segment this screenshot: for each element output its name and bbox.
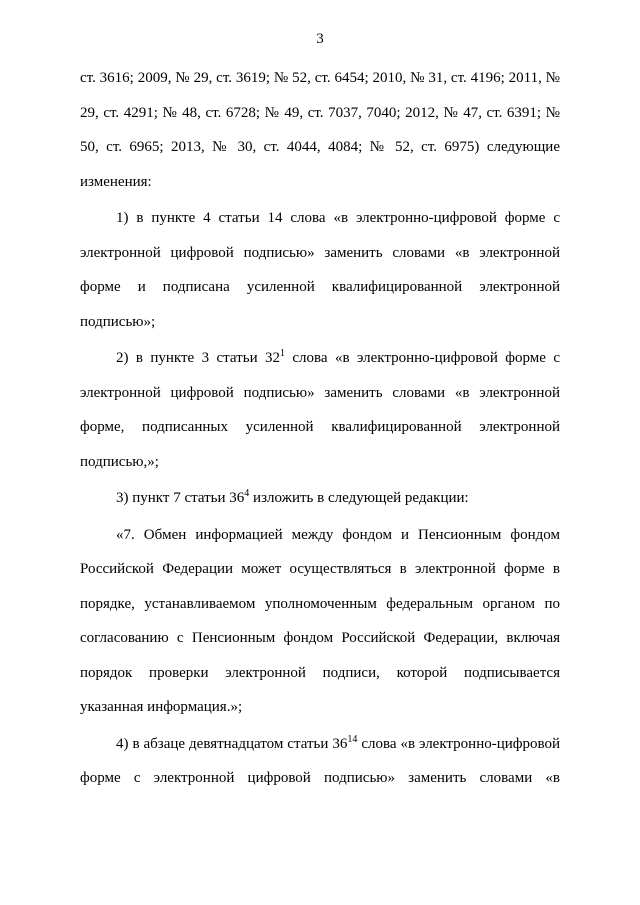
item-3-superscript: 4 xyxy=(244,488,250,499)
item-4-text-end: слова «в электронно-цифровой форме с электронной цифровой подписью» заменить словами «в xyxy=(80,735,560,786)
item-2-superscript: 1 xyxy=(280,348,285,359)
document-body xyxy=(80,61,560,796)
paragraph-item-3 xyxy=(80,481,560,516)
item-4-superscript: 14 xyxy=(347,733,358,745)
paragraph-item-1: 1) в пункте 4 статьи 14 слова «в электронно-цифровой форме с электронной цифровой подписью» заменить словами «в электронной форме и подписана усиленной квалифицированной электронной подписью»; xyxy=(80,210,560,330)
paragraph-quoted-clause-7: «7. Обмен информацией между фондом и Пенсионным фондом Российской Федерации может осуществляться в электронной форме в порядке, устанавливаемом уполномоченным федеральным органом по согласованию с Пенсионным фондом Российской Федерации, включая порядок проверки электронной подписи, которой подписывается указанная информация.»; xyxy=(80,526,560,715)
paragraph-item-2 xyxy=(80,341,560,479)
paragraph-continuation: ст. 3616; 2009, № 29, ст. 3619; № 52, ст. 6454; 2010, № 31, ст. 4196; 2011, № 29, ст. 4291; № 48, ст. 6728; № 49, ст. 7037, 7040; 2012, № 47, ст. 6391; № 50, ст. 6965; 2013, № 30, ст. 4044, 4084; № 52, ст. 6975) следующие изменения: xyxy=(80,70,560,190)
item-2-text-start: 2) в пункте 3 статьи 32 xyxy=(116,350,280,366)
item-3-text-start: 3) пункт 7 статьи 36 xyxy=(116,490,245,506)
item-4-text-start: 4) в абзаце девятнадцатом статьи 36 xyxy=(116,735,348,752)
item-2-text-end: слова «в электронно-цифровой форме с электронной цифровой подписью» заменить словами «в электронной форме, подписанных усиленной квалифицированной электронной подписью,»; xyxy=(80,350,560,470)
item-3-text-end: изложить в следующей редакции: xyxy=(249,490,469,506)
paragraph-item-4 xyxy=(80,727,560,796)
page-number: 3 xyxy=(316,31,324,47)
